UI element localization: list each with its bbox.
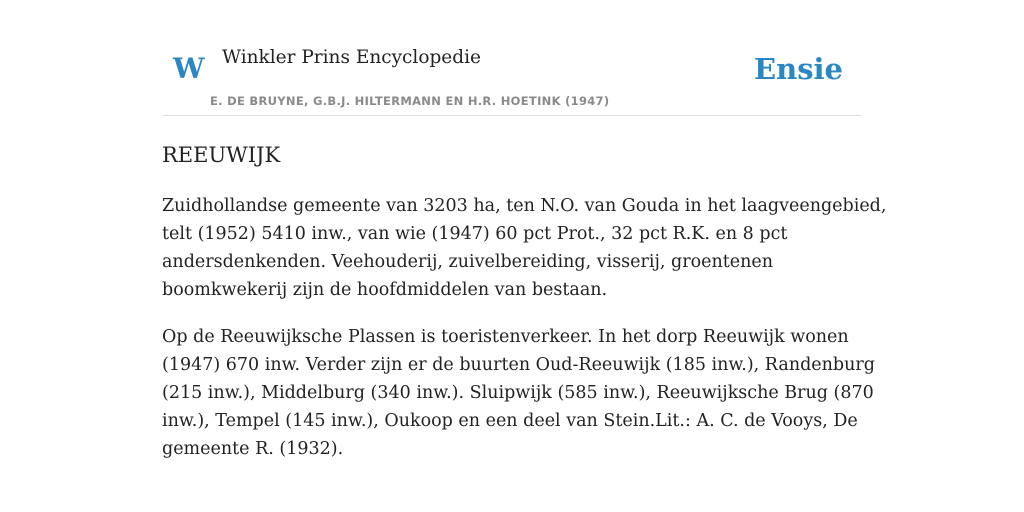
site-header	[162, 0, 862, 116]
text-line: gemeente R. (1932).	[162, 439, 344, 459]
entry-body	[162, 192, 887, 482]
entry-title: REEUWIJK	[162, 143, 281, 167]
winkler-prins-logo-icon[interactable]: W	[173, 52, 205, 85]
text-line: Op de Reeuwijksche Plassen is toeristenverkeer. In het dorp Reeuwijk wonen	[162, 327, 849, 347]
ensie-logo[interactable]: Ensie	[754, 52, 843, 86]
text-line: inw.), Tempel (145 inw.), Oukoop en een deel van Stein.Lit.: A. C. de Vooys, De	[162, 411, 858, 431]
text-line: boomkwekerij zijn de hoofdmiddelen van bestaan.	[162, 280, 608, 300]
entry-paragraph-2	[162, 323, 875, 463]
text-line: andersdenkenden. Veehouderij, zuivelbereiding, visserij, groentenen	[162, 252, 774, 272]
site-title[interactable]: Winkler Prins Encyclopedie	[222, 47, 481, 68]
text-line: (1947) 670 inw. Verder zijn er de buurten Oud-Reeuwijk (185 inw.), Randenburg	[162, 355, 875, 375]
text-line: Zuidhollandse gemeente van 3203 ha, ten N.O. van Gouda in het laagveengebied,	[162, 196, 887, 216]
entry-paragraph-1	[162, 192, 887, 304]
text-line: telt (1952) 5410 inw., van wie (1947) 60 pct Prot., 32 pct R.K. en 8 pct	[162, 224, 788, 244]
text-line: (215 inw.), Middelburg (340 inw.). Sluipwijk (585 inw.), Reeuwijksche Brug (870	[162, 383, 874, 403]
authors-subtitle: E. DE BRUYNE, G.B.J. HILTERMANN EN H.R. HOETINK (1947)	[210, 94, 610, 108]
